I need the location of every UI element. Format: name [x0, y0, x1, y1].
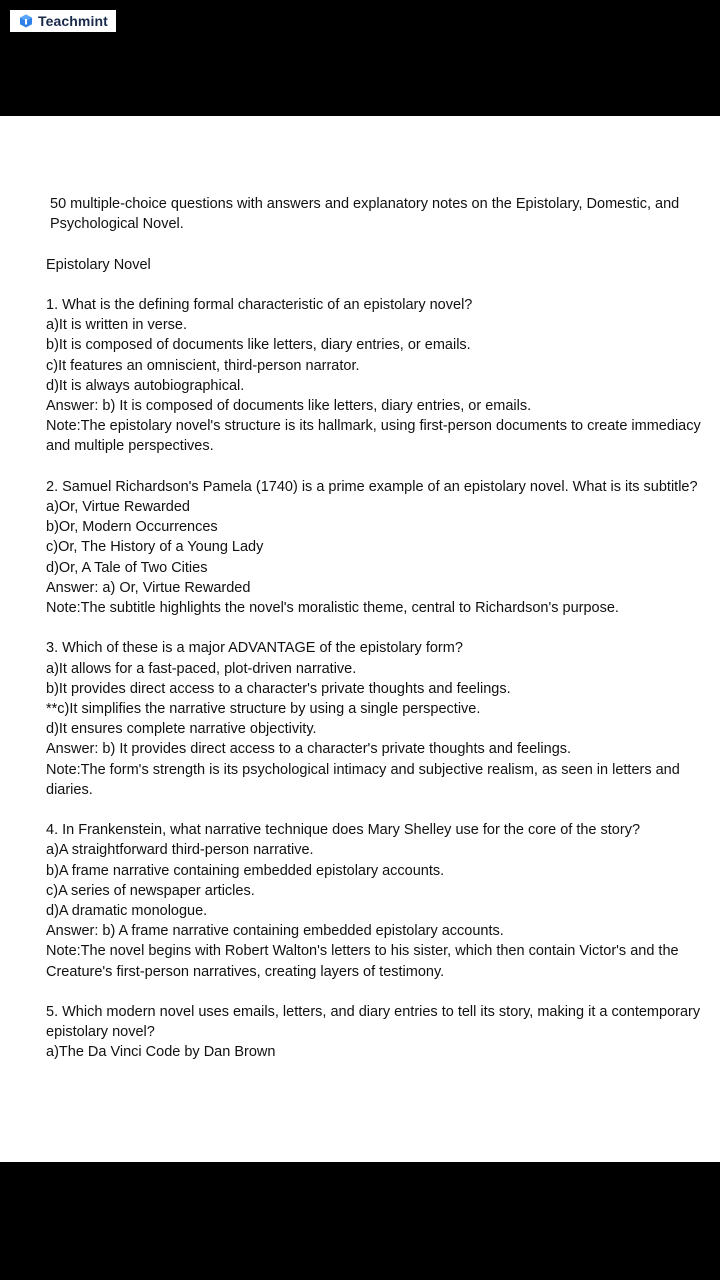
note-text: Note:The epistolary novel's structure is its hallmark, using first-person documents to create immediacy and multiple perspectives. — [46, 418, 701, 455]
option-b: b)It provides direct access to a character's private thoughts and feelings. — [46, 680, 511, 697]
question-text: 1. What is the defining formal characteristic of an epistolary novel? — [46, 296, 473, 313]
document-content — [46, 194, 710, 1063]
answer-text: Answer: b) It provides direct access to a character's private thoughts and feelings. — [46, 741, 572, 758]
option-c: c)A series of newspaper articles. — [46, 882, 255, 899]
question-block — [46, 295, 710, 457]
question-block — [46, 1002, 710, 1063]
question-block — [46, 638, 710, 800]
option-c: **c)It simplifies the narrative structure by using a single perspective. — [46, 701, 481, 718]
option-a: a)It allows for a fast-paced, plot-driven narrative. — [46, 660, 357, 677]
option-d: d)Or, A Tale of Two Cities — [46, 559, 208, 576]
option-c: c)It features an omniscient, third-person narrator. — [46, 357, 360, 374]
answer-text: Answer: b) It is composed of documents like letters, diary entries, or emails. — [46, 398, 532, 414]
option-a: a)It is written in verse. — [46, 317, 188, 334]
answer-text: Answer: a) Or, Virtue Rewarded — [46, 579, 251, 596]
option-a: a)The Da Vinci Code by Dan Brown — [46, 1044, 276, 1061]
document-page — [0, 116, 720, 1162]
option-d: d)It ensures complete narrative objectivity. — [46, 721, 317, 738]
teachmint-logo[interactable] — [10, 10, 116, 32]
question-text: 5. Which modern novel uses emails, letters, and diary entries to tell its story, making it a contemporary epistolary novel? — [46, 1004, 701, 1041]
option-b: b)A frame narrative containing embedded epistolary accounts. — [46, 862, 445, 879]
option-c: c)Or, The History of a Young Lady — [46, 539, 264, 556]
note-text: Note:The form's strength is its psychological intimacy and subjective realism, as seen in letters and diaries. — [46, 761, 680, 798]
note-text: Note:The subtitle highlights the novel's moralistic theme, central to Richardson's purpose. — [46, 600, 619, 617]
brand-name: Teachmint — [38, 13, 108, 29]
answer-text: Answer: b) A frame narrative containing embedded epistolary accounts. — [46, 923, 504, 940]
teachmint-logo-icon — [19, 14, 33, 28]
question-text: 4. In Frankenstein, what narrative technique does Mary Shelley use for the core of the story? — [46, 822, 641, 839]
section-title: Epistolary Novel — [46, 256, 151, 273]
top-bar — [0, 0, 720, 116]
option-d: d)A dramatic monologue. — [46, 903, 208, 920]
question-text: 2. Samuel Richardson's Pamela (1740) is a prime example of an epistolary novel. What is its subtitle? — [46, 478, 698, 495]
bottom-bar — [0, 1162, 720, 1280]
option-d: d)It is always autobiographical. — [46, 377, 245, 394]
intro-text: 50 multiple-choice questions with answers and explanatory notes on the Epistolary, Domestic, and Psychological Novel. — [50, 196, 680, 233]
option-b: b)It is composed of documents like letters, diary entries, or emails. — [46, 337, 471, 354]
question-block — [46, 477, 710, 618]
option-a: a)Or, Virtue Rewarded — [46, 499, 190, 515]
option-a: a)A straightforward third-person narrative. — [46, 842, 314, 859]
question-block — [46, 820, 710, 982]
option-b: b)Or, Modern Occurrences — [46, 519, 218, 536]
note-text: Note:The novel begins with Robert Walton's letters to his sister, which then contain Victor's and the Creature's first-person narratives, creating layers of testimony. — [46, 943, 679, 980]
question-text: 3. Which of these is a major ADVANTAGE of the epistolary form? — [46, 640, 463, 657]
